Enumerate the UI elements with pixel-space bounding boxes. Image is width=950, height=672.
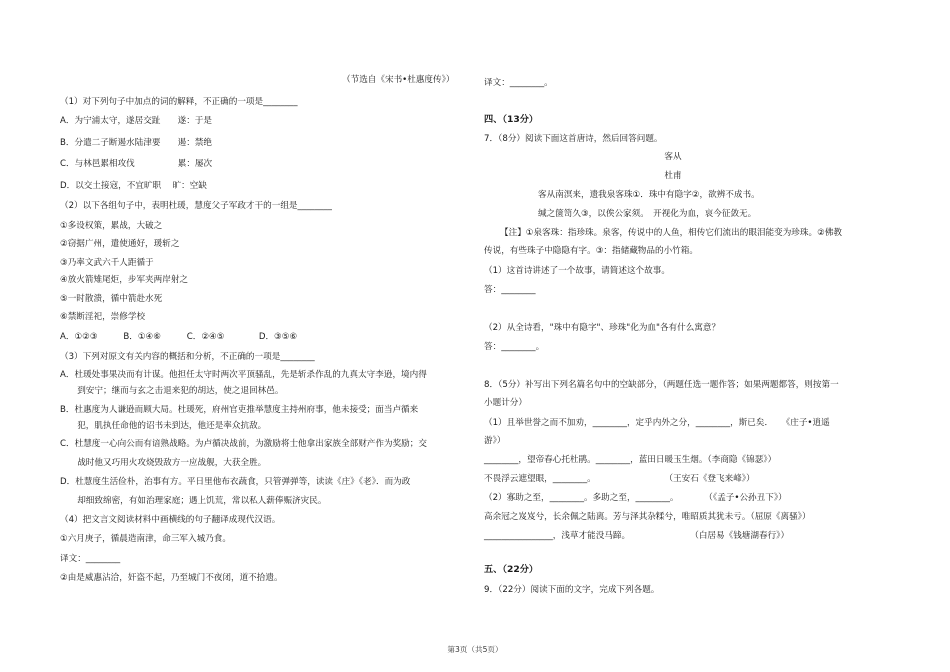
item-line: ①多设权策，累战，大破之 <box>60 221 163 231</box>
poem-title: 客从 <box>664 152 682 162</box>
fill-blank-line: 不畏浮云遮望眼，________。 （王安石《登飞来峰》） <box>484 474 755 484</box>
option-b: B．分遣二子断遏水陆津要 遏：禁绝 <box>60 138 212 148</box>
question-text: （3）下列对原文有关内容的概括和分析，不正确的一项是________ <box>60 352 315 362</box>
item-line: ⑤一时散溃，循中箭赴水死 <box>60 294 163 304</box>
fill-blank-line: ________，望帝春心托杜鹃。________，蓝田日暖玉生烟。（李商隐《锦瑟》） <box>484 455 777 465</box>
answer-blank: 答：________ <box>484 285 536 295</box>
section-heading: 五、（22分） <box>484 564 539 575</box>
item-line: ③乃率文武六千人距循于 <box>60 258 154 268</box>
item-line: ④放火箭雉尾炬，步军夹两岸射之 <box>60 275 189 285</box>
question-text: 8．（5分）补写出下列名篇名句中的空缺部分，（两题任选一题作答；如果两题都答，则按第一 <box>484 380 839 390</box>
option-d: D．杜慧度生活俭朴，治事有方。平日里他布衣蔬食，只管弹弹等，读读《庄》《老》．而为政 <box>60 477 411 487</box>
option-b-cont: 犯，肌执任命他的诏书未到达，他还是率众抗敌。 <box>60 421 267 431</box>
poem-line: 缄之箧笥久③，以俟公家须。 开视化为血，哀今征敛无。 <box>538 209 757 219</box>
item-line: ②窃据广州，遣使通好，瑗斩之 <box>60 239 180 249</box>
translate-sentence: ②由是威惠沾洽，奸盗不起，乃至城门不夜闭，道不拾遗。 <box>60 573 283 583</box>
question-text: 9．（22分）阅读下面的文字，完成下列各题。 <box>484 585 660 595</box>
option-c: C．与林邑累相攻伐 累：屡次 <box>60 159 213 169</box>
question-text: （4）把文言文阅读材料中画横线的句子翻译成现代汉语。 <box>60 515 281 525</box>
fill-blank-line: （1）且举世誉之而不加劝，________，定乎内外之分，________，斯已矣． 《庄子•逍遥 <box>484 418 830 428</box>
fill-blank-line: ________________，浅草才能没马蹄。 （白居易《钱塘湖春行》） <box>484 531 790 541</box>
fill-blank-line: （2）寡助之至，________。多助之至，________。 （《孟子•公孙丑下》） <box>484 493 787 503</box>
poem-line: 客从南溟来，遗我泉客珠①．珠中有隐字②，欲辨不成书。 <box>538 190 760 200</box>
question-text-cont: 小题计分） <box>484 398 527 408</box>
option-c-cont: 战时他又巧用火攻烧毁敌方一应战舰，大获全胜。 <box>60 458 267 468</box>
option-a: A．为宁浦太守，遂居交趾 遂：于是 <box>60 116 212 126</box>
item-line: ⑥禁断淫祀，崇修学校 <box>60 312 146 322</box>
question-text: （1）对下列句子中加点的词的解释，不正确的一项是________ <box>60 97 298 107</box>
options-row: A．①②③ B．①④⑥ C．②④⑤ D．③⑤⑥ <box>60 332 298 342</box>
annotation-cont: 传说，有些珠子中隐隐有字。③：指储藏物品的小竹箱。 <box>484 246 698 256</box>
option-d: D．以交土接寇，不宜旷职 旷：空缺 <box>60 181 207 191</box>
fill-blank-line: 高余冠之岌岌兮，长余佩之陆离。芳与泽其杂糅兮，唯昭质其犹未亏。（屈原《离骚》） <box>484 512 811 522</box>
question-text: （2）从全诗看，"珠中有隐字"、珍珠"化为血"各有什么寓意？ <box>484 323 721 333</box>
translate-sentence: ①六月庚子，循晨造南津，命三军入城乃食。 <box>60 534 231 544</box>
page-footer: 第3页（共5页） <box>447 645 503 654</box>
poem-author: 杜甫 <box>664 171 682 181</box>
option-b: B．杜惠度为人谦逊而顾大局。杜瑗死，府州官吏推举慧度主持州府事，他未接受；面当卢循来 <box>60 405 419 415</box>
question-text: （1）这首诗讲述了一个故事，请简述这个故事。 <box>484 266 670 276</box>
answer-blank: 译文：________ <box>60 554 121 564</box>
option-a-cont: 到安宁；继而与玄之击退来犯的胡达，使之退回林邑。 <box>60 386 284 396</box>
section-heading: 四、（13分） <box>484 114 539 125</box>
source-note: （节选自《宋书•杜惠度传》） <box>342 75 455 85</box>
answer-blank: 译文：________。 <box>484 78 553 88</box>
question-text: （2）以下各组句子中，表明杜瑗，慧度父子军政才干的一组是________ <box>60 201 332 211</box>
answer-blank: 答：________。 <box>484 342 545 352</box>
annotation: 【注】①泉客珠：指珍珠。泉客，传说中的人鱼，相传它们流出的眼泪能变为珍珠。②佛教 <box>500 228 842 238</box>
question-text: 7．（8分）阅读下面这首唐诗，然后回答问题。 <box>484 134 663 144</box>
option-d-cont: 却细致绵密，有如治理家庭；遇上饥荒，常以私人薪俸赈济灾民。 <box>60 496 327 506</box>
fill-blank-line: 游》） <box>484 436 506 446</box>
option-c: C．杜慧度一心向公而有谙熟战略。为卢循决战前，为激励将士他拿出家族全部财产作为奖励；交 <box>60 439 427 449</box>
option-a: A．杜瑗处事果决而有计谋。他担任太守时两次平顶骚乱，先是斩杀作乱的九真太守李逊，境内得 <box>60 370 427 380</box>
